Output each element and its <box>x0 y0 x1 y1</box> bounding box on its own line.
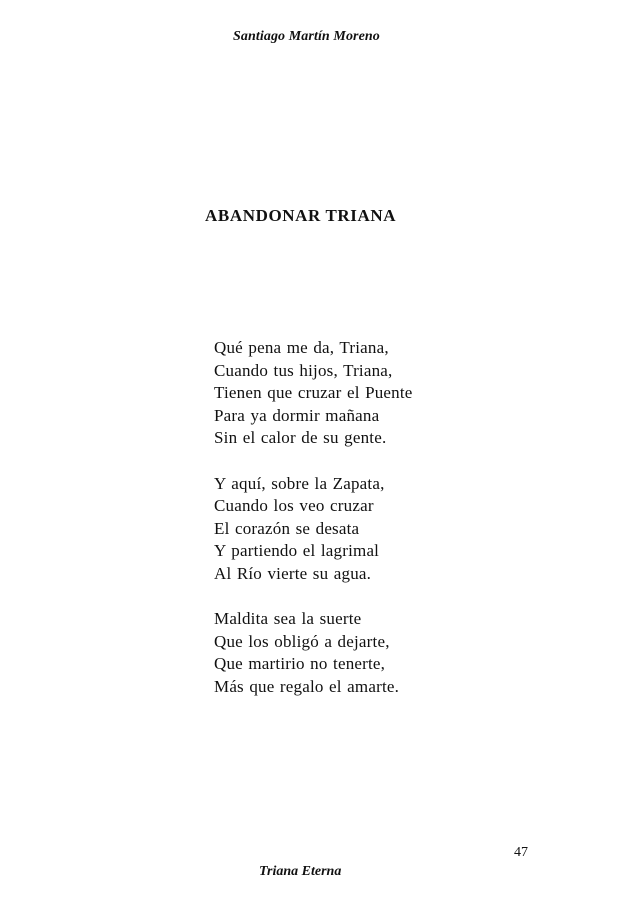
running-header-author: Santiago Martín Moreno <box>233 29 380 44</box>
poem-line: Sin el calor de su gente. <box>214 428 387 448</box>
poem-line: Que martirio no tenerte, <box>214 654 386 674</box>
poem-line: Cuando tus hijos, Triana, <box>214 360 393 380</box>
poem-line: Cuando los veo cruzar <box>214 496 374 516</box>
poem-line: Maldita sea la suerte <box>214 609 362 629</box>
poem-line: El corazón se desata <box>214 518 360 538</box>
poem-line: Para ya dormir mañana <box>214 405 380 425</box>
poem-line: Más que regalo el amarte. <box>214 676 400 696</box>
running-footer-book-title: Triana Eterna <box>259 864 342 879</box>
stanza <box>214 337 413 450</box>
stanza <box>214 473 413 586</box>
poem-title: ABANDONAR TRIANA <box>205 206 397 225</box>
poem-line: Tienen que cruzar el Puente <box>214 383 413 403</box>
poem-line: Que los obligó a dejarte, <box>214 631 390 651</box>
poem-line: Qué pena me da, Triana, <box>214 338 389 357</box>
page-number: 47 <box>514 845 528 860</box>
poem-line: Y aquí, sobre la Zapata, <box>214 473 385 493</box>
stanza <box>214 608 413 698</box>
poem-body <box>214 337 413 721</box>
poem-line: Y partiendo el lagrimal <box>214 541 380 561</box>
poem-line: Al Río vierte su agua. <box>214 563 372 583</box>
